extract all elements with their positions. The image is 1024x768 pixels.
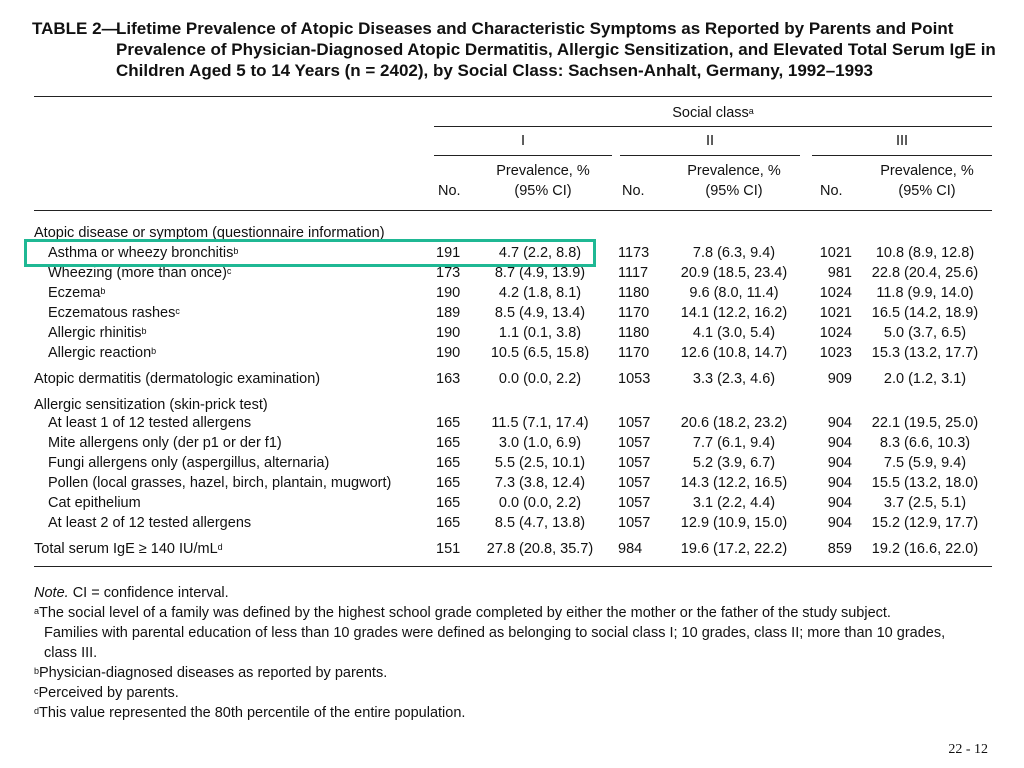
cell-p1: 0.0 (0.0, 2.2) [498, 371, 582, 387]
cell-p2: 7.7 (6.1, 9.4) [692, 435, 776, 451]
cell-no3: 904 [827, 475, 852, 491]
row-label: Atopic dermatitis (dermatologic examination) [34, 371, 321, 387]
col-no-3: No. [820, 183, 843, 199]
cell-p1: 4.2 (1.8, 8.1) [498, 285, 582, 301]
cell-no1: 165 [436, 415, 461, 431]
cell-p3: 7.5 (5.9, 9.4) [883, 455, 967, 471]
footnote-a-line-3: class III. [44, 645, 98, 661]
cell-no2: 1053 [618, 371, 651, 387]
class-ii-rule [620, 155, 800, 156]
slide-number: 22 - 12 [948, 742, 988, 757]
cell-no1: 173 [436, 265, 461, 281]
cell-p1: 8.5 (4.9, 13.4) [494, 305, 586, 321]
row-label: Allergic rhinitis$^b$ [48, 325, 147, 341]
cell-p3: 3.7 (2.5, 5.1) [883, 495, 967, 511]
cell-no2: 1057 [618, 475, 651, 491]
cell-p3: 5.0 (3.7, 6.5) [883, 325, 967, 341]
cell-p3: 8.3 (6.6, 10.3) [879, 435, 971, 451]
footnote-b: $^b$Physician-diagnosed diseases as reported by parents. [34, 665, 388, 681]
row-label: At least 2 of 12 tested allergens [48, 515, 252, 531]
col-no-1: No. [438, 183, 461, 199]
row-label: Wheezing (more than once)$^c$ [48, 265, 232, 281]
cell-p2: 12.6 (10.8, 14.7) [680, 345, 788, 361]
table-notes [34, 583, 1004, 723]
cell-no3: 904 [827, 415, 852, 431]
cell-no1: 163 [436, 371, 461, 387]
row-label: Atopic disease or symptom (questionnaire information) [34, 225, 385, 241]
table-title-line-2: Prevalence of Physician-Diagnosed Atopic Dermatitis, Allergic Sensitization, and Elevated Total Serum IgE in [116, 40, 996, 59]
cell-p1: 4.7 (2.2, 8.8) [498, 245, 582, 261]
table-title-line-1: Lifetime Prevalence of Atopic Diseases and Characteristic Symptoms as Reported by Parents and Point [116, 19, 954, 38]
cell-no2: 1057 [618, 415, 651, 431]
cell-p2: 19.6 (17.2, 22.2) [680, 541, 788, 557]
row-label: Allergic reaction$^b$ [48, 345, 157, 361]
cell-no2: 1170 [618, 305, 650, 321]
table-title-lead: TABLE 2— [32, 19, 119, 38]
note-ci: Note. CI = confidence interval. [34, 585, 229, 601]
footnote-a: $^a$The social level of a family was defined by the highest school grade completed by either the mother or the father of the study subject. [34, 605, 891, 621]
cell-no1: 165 [436, 455, 461, 471]
cell-no1: 189 [436, 305, 461, 321]
row-label: Cat epithelium [48, 495, 141, 511]
cell-p3: 10.8 (8.9, 12.8) [875, 245, 975, 261]
cell-p3: 2.0 (1.2, 3.1) [883, 371, 967, 387]
cell-p2: 7.8 (6.3, 9.4) [692, 245, 776, 261]
cell-no2: 1057 [618, 515, 651, 531]
social-class-header: Social class$^a$ [672, 105, 754, 121]
class-i-header: I [520, 133, 526, 149]
class-i-rule [434, 155, 612, 156]
row-label: Eczema$^b$ [48, 285, 106, 301]
cell-no2: 1057 [618, 495, 651, 511]
cell-p1: 7.3 (3.8, 12.4) [494, 475, 586, 491]
cell-no1: 191 [436, 245, 461, 261]
footnote-a-line-2: Families with parental education of less than 10 grades were defined as belonging to social class I; 10 grades, class II; more than 10 grades, [44, 625, 946, 641]
cell-p1: 0.0 (0.0, 2.2) [498, 495, 582, 511]
cell-p1: 27.8 (20.8, 35.7) [486, 541, 594, 557]
cell-p1: 8.5 (4.7, 13.8) [494, 515, 586, 531]
class-iii-header: III [895, 133, 909, 149]
cell-no3: 904 [827, 435, 852, 451]
cell-no1: 151 [436, 541, 461, 557]
cell-no3: 1024 [819, 285, 852, 301]
cell-no1: 165 [436, 515, 461, 531]
cell-p2: 5.2 (3.9, 6.7) [692, 455, 776, 471]
cell-no3: 904 [827, 495, 852, 511]
cell-p2: 14.1 (12.2, 16.2) [680, 305, 788, 321]
cell-p3: 15.2 (12.9, 17.7) [871, 515, 979, 531]
cell-p3: 11.8 (9.9, 14.0) [876, 285, 974, 301]
cell-no3: 904 [827, 455, 852, 471]
cell-p1: 8.7 (4.9, 13.9) [494, 265, 586, 281]
cell-no2: 1173 [618, 245, 650, 261]
cell-p2: 20.6 (18.2, 23.2) [680, 415, 788, 431]
cell-no1: 190 [436, 285, 461, 301]
cell-no2: 1180 [618, 325, 650, 341]
header-bottom-rule [34, 210, 992, 211]
col-prev-3-l1: Prevalence, % [880, 163, 974, 179]
row-label: Pollen (local grasses, hazel, birch, plantain, mugwort) [48, 475, 392, 491]
cell-p3: 22.8 (20.4, 25.6) [871, 265, 979, 281]
footnote-c: $^c$Perceived by parents. [34, 685, 179, 701]
cell-p1: 10.5 (6.5, 15.8) [490, 345, 590, 361]
cell-no3: 1021 [819, 245, 852, 261]
row-label: Allergic sensitization (skin-prick test) [34, 397, 268, 413]
social-class-rule [434, 126, 992, 127]
row-label: Fungi allergens only (aspergillus, alternaria) [48, 455, 330, 471]
col-prev-1-l1: Prevalence, % [496, 163, 590, 179]
cell-no3: 981 [827, 265, 852, 281]
cell-no3: 1024 [819, 325, 852, 341]
cell-no2: 984 [618, 541, 643, 557]
col-prev-1-l2: (95% CI) [514, 183, 572, 199]
cell-p2: 3.1 (2.2, 4.4) [692, 495, 776, 511]
footnote-d: $^d$This value represented the 80th percentile of the entire population. [34, 705, 466, 721]
cell-no2: 1180 [618, 285, 650, 301]
cell-p2: 9.6 (8.0, 11.4) [689, 285, 779, 301]
row-label: Mite allergens only (der p1 or der f1) [48, 435, 282, 451]
cell-p1: 3.0 (1.0, 6.9) [498, 435, 582, 451]
col-prev-3-l2: (95% CI) [898, 183, 956, 199]
cell-no3: 909 [827, 371, 852, 387]
cell-no1: 165 [436, 435, 461, 451]
class-ii-header: II [705, 133, 715, 149]
cell-no1: 190 [436, 345, 461, 361]
cell-p3: 15.3 (13.2, 17.7) [871, 345, 979, 361]
row-label: Total serum IgE ≥ 140 $IU/mL^d$ [34, 541, 223, 557]
cell-no2: 1117 [618, 265, 649, 281]
cell-no1: 165 [436, 495, 461, 511]
cell-p2: 14.3 (12.2, 16.5) [680, 475, 788, 491]
cell-no2: 1057 [618, 435, 651, 451]
cell-no1: 165 [436, 475, 461, 491]
cell-p1: 1.1 (0.1, 3.8) [498, 325, 582, 341]
cell-p3: 15.5 (13.2, 18.0) [871, 475, 979, 491]
cell-p3: 16.5 (14.2, 18.9) [871, 305, 979, 321]
cell-no3: 1021 [819, 305, 852, 321]
top-rule [34, 96, 992, 97]
table-title-line-3: Children Aged 5 to 14 Years (n = 2402), by Social Class: Sachsen-Anhalt, Germany, 1992–1993 [116, 61, 873, 80]
cell-no2: 1170 [618, 345, 650, 361]
cell-p2: 4.1 (3.0, 5.4) [692, 325, 776, 341]
cell-p1: 11.5 (7.1, 17.4) [491, 415, 589, 431]
cell-p2: 3.3 (2.3, 4.6) [692, 371, 776, 387]
class-iii-rule [812, 155, 992, 156]
cell-no3: 904 [827, 515, 852, 531]
col-no-2: No. [622, 183, 645, 199]
cell-no1: 190 [436, 325, 461, 341]
cell-no3: 1023 [819, 345, 852, 361]
cell-p3: 19.2 (16.6, 22.0) [871, 541, 979, 557]
cell-no3: 859 [827, 541, 852, 557]
col-prev-2-l2: (95% CI) [705, 183, 763, 199]
row-label: At least 1 of 12 tested allergens [48, 415, 252, 431]
highlight-box [24, 239, 596, 267]
bottom-rule [34, 566, 992, 567]
col-prev-2-l1: Prevalence, % [687, 163, 781, 179]
cell-p2: 12.9 (10.9, 15.0) [680, 515, 788, 531]
cell-p1: 5.5 (2.5, 10.1) [494, 455, 586, 471]
cell-p3: 22.1 (19.5, 25.0) [871, 415, 979, 431]
cell-p2: 20.9 (18.5, 23.4) [680, 265, 788, 281]
cell-no2: 1057 [618, 455, 651, 471]
row-label: Eczematous rashes$^c$ [48, 305, 180, 321]
row-label: Asthma or wheezy bronchitis$^b$ [48, 245, 239, 261]
